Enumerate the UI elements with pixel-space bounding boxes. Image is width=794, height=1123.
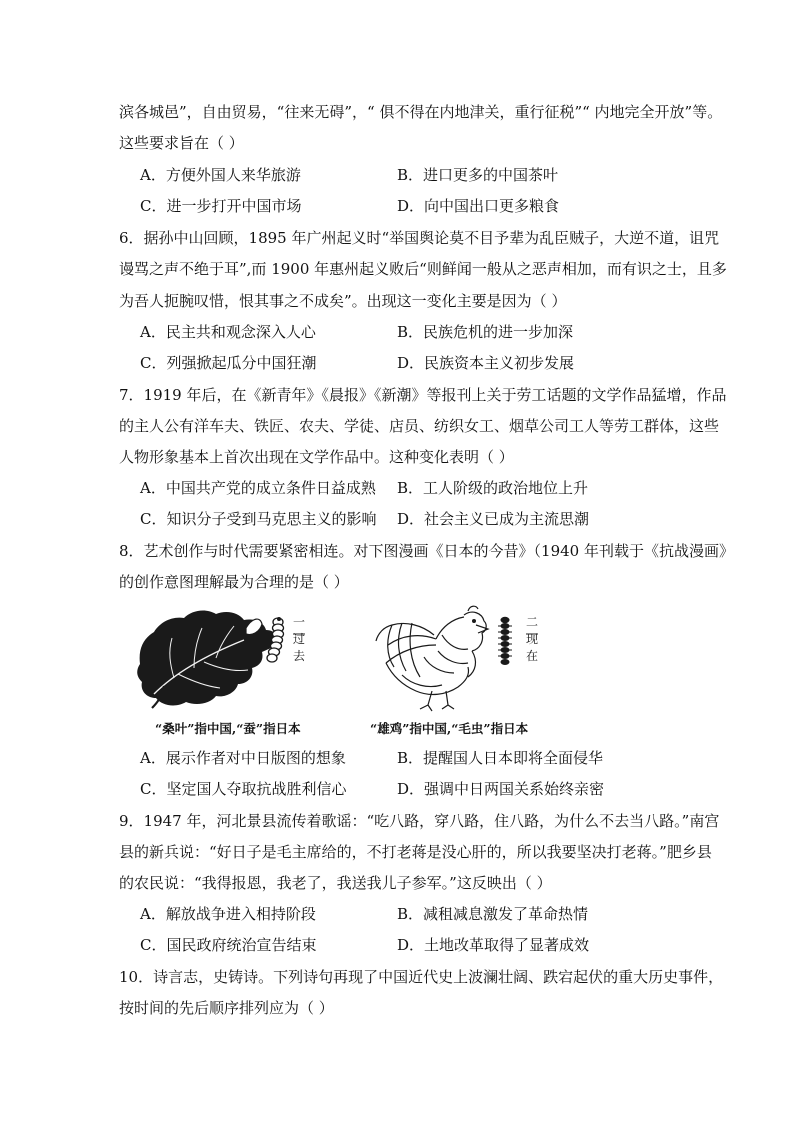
right-figure-caption: “雄鸡”指中国,“毛虫”指日本 [370, 721, 529, 736]
option-c: C．进一步打开中国市场 [140, 197, 302, 215]
question-6-text: 6．据孙中山回顾，1895 年广州起义时“举国舆论莫不目予辈为乱臣贼子，大逆不道，诅咒 [119, 229, 720, 247]
option-b: B．提醒国人日本即将全面侵华 [397, 749, 604, 767]
option-c: C．坚定国人夺取抗战胜利信心 [140, 780, 347, 798]
question-9-text: 9．1947 年，河北景县流传着歌谣：“吃八路，穿八路，住八路，为什么不去当八路。”南宫 [119, 812, 720, 830]
option-b: B．工人阶级的政治地位上升 [397, 479, 589, 497]
caterpillar-icon [496, 614, 514, 672]
option-c: C．知识分子受到马克思主义的影响 [140, 510, 377, 528]
rooster-cartoon [372, 605, 496, 711]
option-b: B．减租减息激发了革命热情 [397, 905, 589, 923]
left-figure-caption: “桑叶”指中国,“蚕”指日本 [155, 721, 301, 736]
question-10-text: 10．诗言志，史铸诗。下列诗句再现了中国近代史上波澜壮阔、跌宕起伏的重大历史事件， [119, 968, 724, 986]
label-divider [526, 632, 538, 636]
question-text-line: 人物形象基本上首次出现在文学作品中。这种变化表明（ ） [119, 448, 514, 466]
option-d: D．土地改革取得了显著成效 [397, 936, 590, 954]
question-text-line: 的农民说：“我得报恩，我老了，我送我儿子参军。”这反映出（ ） [119, 874, 552, 892]
silkworm-icon [264, 614, 286, 668]
question-text-line: 按时间的先后顺序排列应为（ ） [119, 999, 334, 1017]
option-a: A．民主共和观念深入人心 [140, 323, 316, 341]
option-d: D．向中国出口更多粮食 [397, 197, 560, 215]
question-text-line: 为吾人扼腕叹惜，恨其事之不成矣”。出现这一变化主要是因为（ ） [119, 292, 567, 310]
option-a: A．解放战争进入相持阶段 [140, 905, 316, 923]
panel-label-past: 一 过 去 [292, 615, 305, 663]
option-b: B．进口更多的中国茶叶 [397, 166, 559, 184]
panel-label-present: 二 现 在 [525, 615, 538, 663]
option-a: A．展示作者对中日版图的想象 [140, 749, 346, 767]
question-7-text: 7．1919 年后，在《新青年》《晨报》《新潮》等报刊上关于劳工话题的文学作品猛增，作品 [119, 386, 727, 404]
question-text-line: 的主人公有洋车夫、铁匠、农夫、学徒、店员、纺织女工、烟草公司工人等劳工群体，这些 [119, 417, 720, 435]
question-text-line: 滨各城邑”，自由贸易，“往来无碍”，“ 俱不得在内地津关，重行征税”“ 内地完全开放”等。 [119, 103, 723, 121]
question-text-line: 的创作意图理解最为合理的是（ ） [119, 573, 349, 591]
option-d: D．强调中日两国关系始终亲密 [397, 780, 605, 798]
question-8-text: 8．艺术创作与时代需要紧密相连。对下图漫画《日本的今昔》（1940 年刊载于《抗战漫画》 [119, 542, 734, 560]
option-b: B．民族危机的进一步加深 [397, 323, 574, 341]
option-a: A．中国共产党的成立条件日益成熟 [140, 479, 376, 497]
option-d: D．民族资本主义初步发展 [397, 354, 575, 372]
option-c: C．国民政府统治宣告结束 [140, 936, 317, 954]
option-c: C．列强掀起瓜分中国狂潮 [140, 354, 317, 372]
option-d: D．社会主义已成为主流思潮 [397, 510, 590, 528]
question-text-line: 谩骂之声不绝于耳”,而 1900 年惠州起义败后“则鲜闻一般从之恶声相加，而有识之士，且多 [119, 260, 727, 278]
label-divider [293, 632, 305, 636]
question-text-line: 这些要求旨在（ ） [119, 134, 244, 152]
question-text-line: 县的新兵说：“好日子是毛主席给的，不打老蒋是没心肝的，所以我要坚决打老蒋。”肥乡县 [119, 843, 712, 861]
option-a: A．方便外国人来华旅游 [140, 166, 301, 184]
